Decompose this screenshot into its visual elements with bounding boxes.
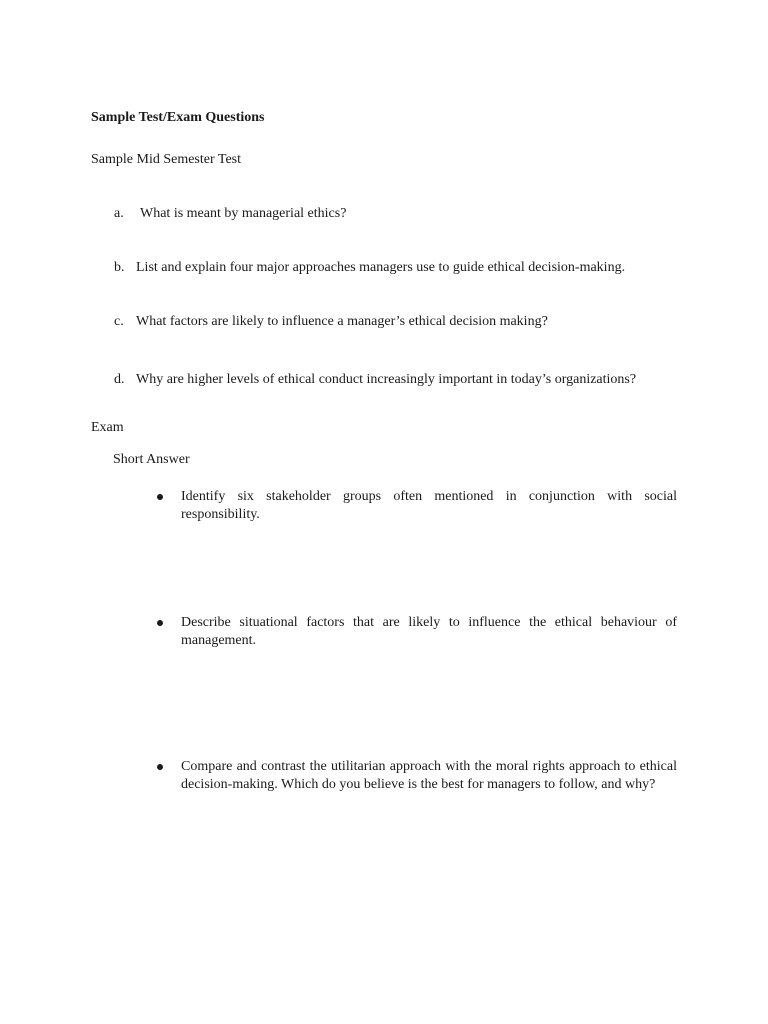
bullet-icon (157, 764, 163, 770)
question-marker: d. (114, 372, 125, 387)
document-title: Sample Test/Exam Questions (91, 110, 265, 125)
mid-semester-heading: Sample Mid Semester Test (91, 152, 242, 167)
question-text: What factors are likely to influence a manager’s ethical decision making? (136, 314, 548, 329)
question-text: List and explain four major approaches managers use to guide ethical decision-making. (136, 260, 626, 275)
question-text: Why are higher levels of ethical conduct increasingly important in today’s organizations? (136, 372, 637, 387)
question-marker: c. (114, 314, 124, 329)
question-text: What is meant by managerial ethics? (140, 206, 347, 221)
short-answer-item: Describe situational factors that are likely to influence the ethical behaviour of management. (181, 615, 677, 648)
bullet-icon (157, 494, 163, 500)
bullet-icon (157, 620, 163, 626)
short-answer-item: Compare and contrast the utilitarian approach with the moral rights approach to ethical decision-making. Which do you believe is the best for managers to follow, and why? (181, 759, 677, 792)
exam-heading: Exam (91, 420, 124, 435)
short-answer-heading: Short Answer (113, 452, 190, 467)
question-marker: a. (114, 206, 124, 221)
short-answer-item: Identify six stakeholder groups often mentioned in conjunction with social responsibility. (181, 489, 677, 522)
question-marker: b. (114, 260, 125, 275)
